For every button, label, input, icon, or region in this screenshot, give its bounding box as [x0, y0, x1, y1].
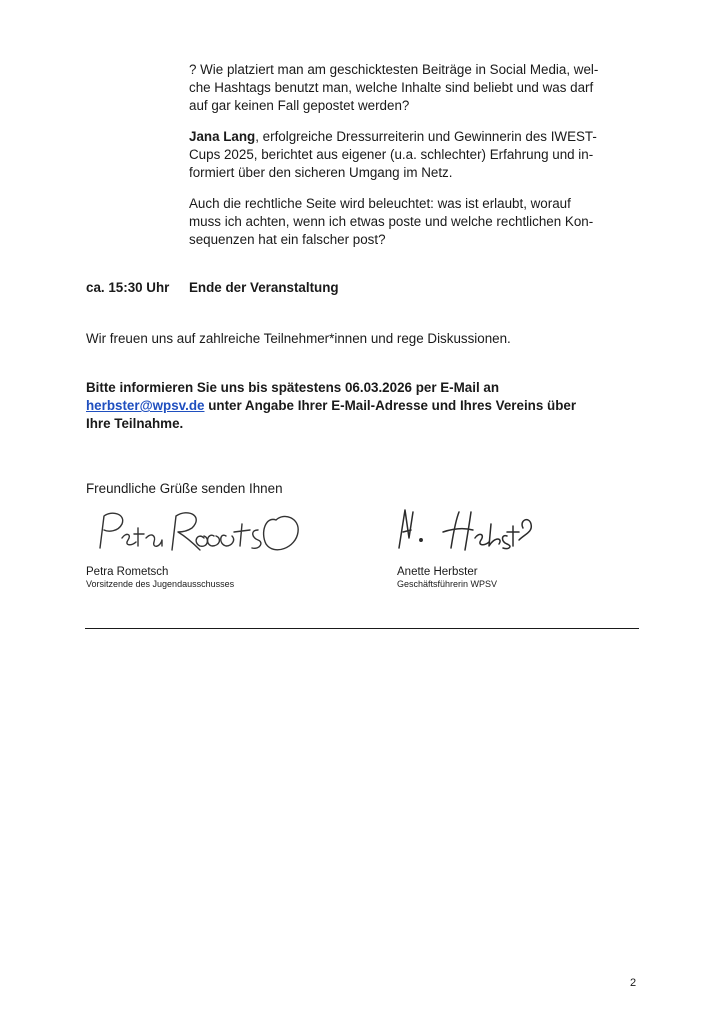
signatory-2: [397, 566, 497, 590]
speaker-description: , erfolgreiche Dressurreiterin und Gewinnerin des IWEST-: [255, 129, 597, 144]
text-line: Auch die rechtliche Seite wird beleuchtet: was ist erlaubt, worauf: [189, 196, 571, 211]
paragraph-speaker: [189, 128, 641, 182]
signature-petra-rometsch: [92, 502, 312, 564]
closing-sentence: Wir freuen uns auf zahlreiche Teilnehmer*innen und rege Diskussionen.: [86, 331, 511, 346]
signatory-name: Anette Herbster: [397, 566, 478, 578]
signature-anette-herbster: [395, 502, 537, 560]
greeting: Freundliche Grüße senden Ihnen: [86, 481, 283, 496]
signatory-role: Vorsitzende des Jugendausschusses: [86, 579, 235, 589]
text-line: Ihre Teilnahme.: [86, 416, 184, 431]
registration-notice: [86, 379, 646, 433]
speaker-name: Jana Lang: [189, 129, 256, 144]
text-line: muss ich achten, wenn ich etwas poste und welche rechtlichen Kon-: [189, 214, 594, 229]
text-line: ? Wie platziert man am geschicktesten Beiträge in Social Media, wel-: [189, 62, 599, 77]
text-line: Cups 2025, berichtet aus eigener (u.a. schlechter) Erfahrung und in-: [189, 147, 594, 162]
page-number: 2: [630, 977, 637, 989]
text-line: [86, 397, 646, 415]
paragraph-social-media-question: [189, 61, 641, 115]
text-line: sequenzen hat ein falscher post?: [189, 232, 386, 247]
paragraph-legal: [189, 195, 641, 249]
text-line: formiert über den sicheren Umgang im Netz.: [189, 165, 453, 180]
text-line: [189, 128, 641, 146]
signatory-1: [86, 566, 234, 590]
text-line: Bitte informieren Sie uns bis spätestens 06.03.2026 per E-Mail an: [86, 380, 500, 395]
signatory-role: Geschäftsführerin WPSV: [397, 579, 498, 589]
text-line: auf gar keinen Fall gepostet werden?: [189, 98, 410, 113]
text-line-rest: unter Angabe Ihrer E-Mail-Adresse und Ihres Vereins über: [204, 398, 577, 413]
schedule-time: ca. 15:30 Uhr: [86, 280, 170, 295]
schedule-end-text: Ende der Veranstaltung: [189, 280, 339, 295]
text-line: che Hashtags benutzt man, welche Inhalte sind beliebt und was darf: [189, 80, 594, 95]
footer-divider: [85, 628, 639, 629]
signatory-name: Petra Rometsch: [86, 566, 169, 578]
email-link[interactable]: herbster@wpsv.de: [86, 398, 205, 413]
